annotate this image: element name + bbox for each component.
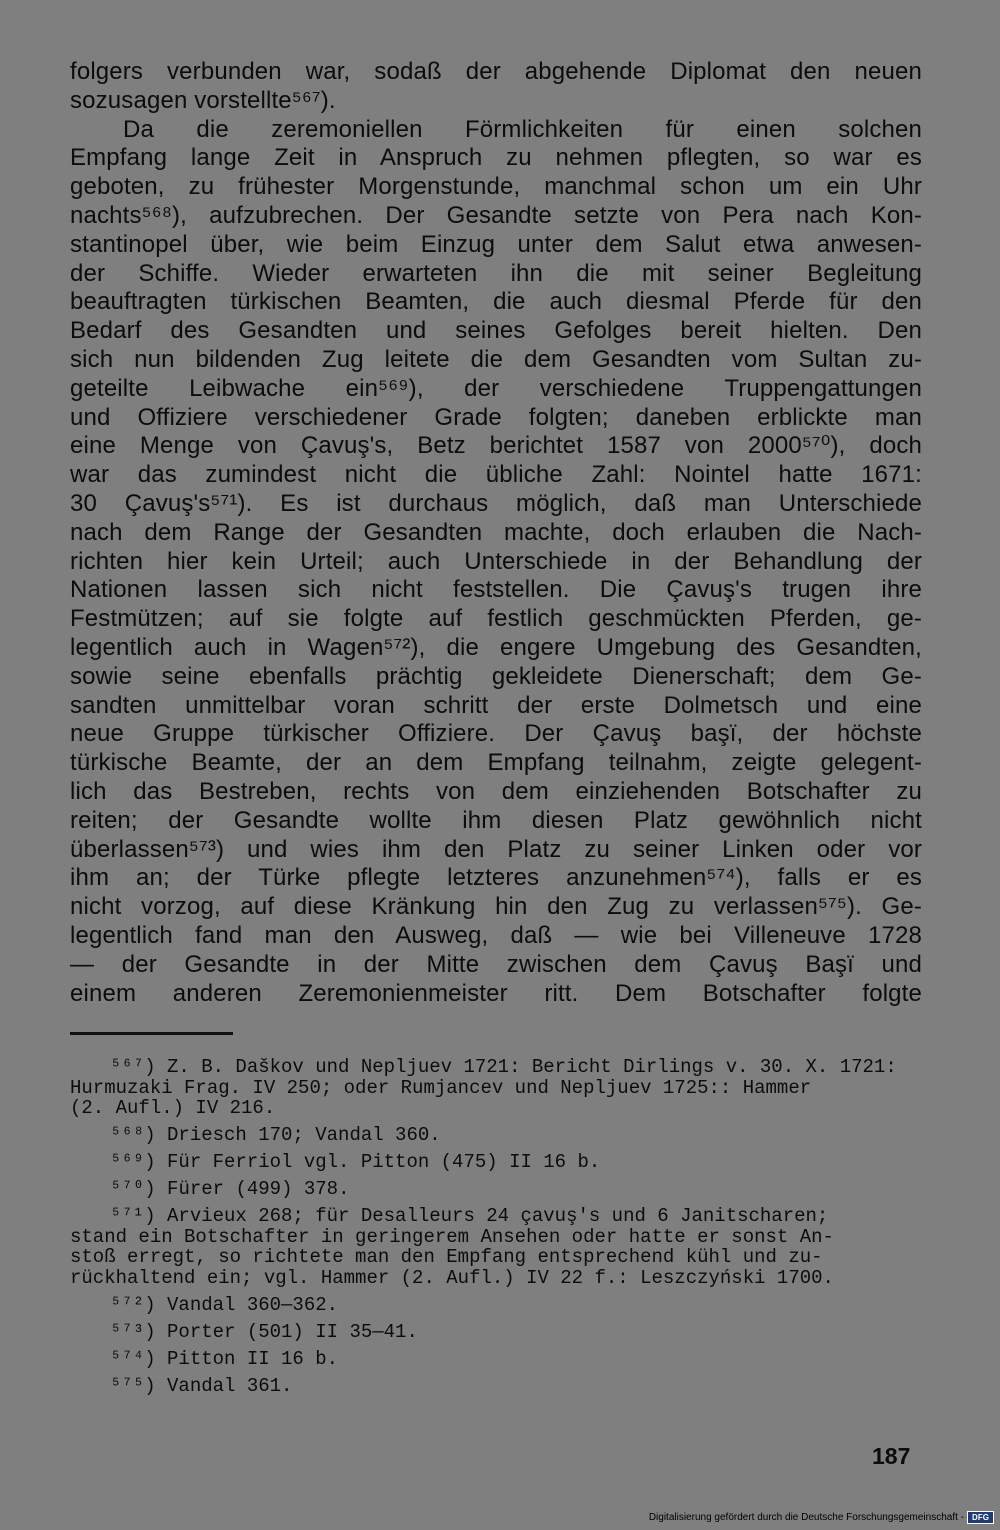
body-line: lich das Bestreben, rechts von dem einziehenden Botschafter zu xyxy=(70,777,922,805)
footnote-567 xyxy=(70,1057,922,1119)
body-line: sich nun bildenden Zug leitete die dem Gesandten vom Sultan zu- xyxy=(70,345,922,373)
footnote-line: (2. Aufl.) IV 216. xyxy=(70,1097,276,1119)
footnote-570 xyxy=(70,1179,922,1200)
body-line: eine Menge von Çavuş's, Betz berichtet 1587 von 2000⁵⁷⁰), doch xyxy=(70,432,922,460)
footnote-line: ⁵⁶⁹) Für Ferriol vgl. Pitton (475) II 16 b. xyxy=(110,1151,601,1173)
footnote-line: ⁵⁷⁵) Vandal 361. xyxy=(110,1374,293,1397)
body-line: der Schiffe. Wieder erwarteten ihn die mit seiner Begleitung xyxy=(70,259,922,287)
footnote-line: ⁵⁷²) Vandal 360—362. xyxy=(110,1293,339,1316)
body-line: stantinopel über, wie beim Einzug unter dem Salut etwa anwesen- xyxy=(70,230,922,258)
body-line: sozusagen vorstellte⁵⁶⁷). xyxy=(70,86,336,114)
body-line: Bedarf des Gesandten und seines Gefolges bereit hielten. Den xyxy=(70,317,922,345)
body-line: legentlich fand man den Ausweg, daß — wie bei Villeneuve 1728 xyxy=(70,921,922,949)
body-line: Festmützen; auf sie folgte auf festlich geschmückten Pferden, ge- xyxy=(70,605,922,633)
footnote-separator xyxy=(70,1032,233,1035)
footnote-line: ⁵⁷³) Porter (501) II 35—41. xyxy=(110,1320,418,1343)
body-line: richten hier kein Urteil; auch Unterschiede in der Behandlung der xyxy=(70,547,922,575)
footnote-line: stand ein Botschafter in geringerem Ansehen oder hatte er sonst An- xyxy=(70,1225,834,1248)
body-line: Empfang lange Zeit in Anspruch zu nehmen pflegten, so war es xyxy=(70,144,922,172)
body-line: legentlich auch in Wagen⁵⁷²), die engere Umgebung des Gesandten, xyxy=(70,633,922,661)
body-line: sandten unmittelbar voran schritt der erste Dolmetsch und eine xyxy=(70,691,922,719)
body-line: 30 Çavuş's⁵⁷¹). Es ist durchaus möglich, daß man Unterschiede xyxy=(70,489,922,517)
footnote-line: ⁵⁶⁷) Z. B. Daškov und Nepljuev 1721: Bericht Dirlings v. 30. X. 1721: xyxy=(110,1056,897,1078)
body-line: folgers verbunden war, sodaß der abgehende Diplomat den neuen xyxy=(70,58,922,85)
body-line: nach dem Range der Gesandten machte, doch erlauben die Nach- xyxy=(70,518,922,546)
body-line: — der Gesandte in der Mitte zwischen dem Çavuş Başï und xyxy=(70,950,922,978)
footnote-574 xyxy=(70,1349,922,1370)
main-text-block xyxy=(70,58,922,1008)
body-line: überlassen⁵⁷³) und wies ihm den Platz zu seiner Linken oder vor xyxy=(70,835,922,863)
body-line: reiten; der Gesandte wollte ihm diesen Platz gewöhnlich nicht xyxy=(70,806,922,834)
digitization-credit: Digitalisierung gefördert durch die Deutsche Forschungsgemeinschaft - xyxy=(648,1512,964,1523)
footnotes-block xyxy=(70,1057,922,1396)
body-line: beauftragten türkischen Beamten, die auch diesmal Pferde für den xyxy=(70,288,922,316)
footnote-line: ⁵⁶⁸) Driesch 170; Vandal 360. xyxy=(110,1124,441,1146)
body-line: und Offiziere verschiedener Grade folgten; daneben erblickte man xyxy=(70,403,922,431)
footnote-575 xyxy=(70,1376,922,1397)
body-line: einem anderen Zeremonienmeister ritt. Dem Botschafter folgte xyxy=(70,979,922,1007)
footnote-572 xyxy=(70,1295,922,1316)
body-line: geteilte Leibwache ein⁵⁶⁹), der verschiedene Truppengattungen xyxy=(70,374,922,402)
footnote-568 xyxy=(70,1125,922,1146)
body-line: ihm an; der Türke pflegte letzteres anzunehmen⁵⁷⁴), falls er es xyxy=(70,864,922,892)
body-line: geboten, zu frühester Morgenstunde, manchmal schon um ein Uhr xyxy=(70,173,922,201)
footnote-571 xyxy=(70,1206,922,1288)
body-line: war das zumindest nicht die übliche Zahl: Nointel hatte 1671: xyxy=(70,461,922,489)
body-line: nicht vorzog, auf diese Kränkung hin den Zug zu verlassen⁵⁷⁵). Ge- xyxy=(70,893,922,921)
footnote-573 xyxy=(70,1322,922,1343)
body-line: Nationen lassen sich nicht feststellen. Die Çavuş's trugen ihre xyxy=(70,576,922,604)
footnote-line: Hurmuzaki Frag. IV 250; oder Rumjancev und Nepljuev 1725:: Hammer xyxy=(70,1076,812,1099)
body-line: sowie seine ebenfalls prächtig gekleidete Dienerschaft; dem Ge- xyxy=(70,662,922,690)
body-line: Da die zeremoniellen Förmlichkeiten für einen solchen xyxy=(123,115,922,143)
dfg-logo: DFG xyxy=(967,1511,994,1524)
body-line: türkische Beamte, der an dem Empfang teilnahm, zeigte gelegent- xyxy=(70,749,922,777)
footnote-569 xyxy=(70,1152,922,1173)
body-line: nachts⁵⁶⁸), aufzubrechen. Der Gesandte setzte von Pera nach Kon- xyxy=(70,201,922,229)
footnote-line: ⁵⁷⁴) Pitton II 16 b. xyxy=(110,1347,339,1370)
page-number: 187 xyxy=(872,1443,911,1469)
footnote-line: ⁵⁷⁰) Fürer (499) 378. xyxy=(110,1178,350,1200)
footnote-line: rückhaltend ein; vgl. Hammer (2. Aufl.) IV 22 f.: Leszczyński 1700. xyxy=(70,1266,834,1289)
footnote-line: stoß erregt, so richtete man den Empfang entsprechend kühl und zu- xyxy=(70,1246,823,1268)
footnote-line: ⁵⁷¹) Arvieux 268; für Desalleurs 24 çavuş's und 6 Janitscharen; xyxy=(110,1205,829,1227)
body-line: neue Gruppe türkischer Offiziere. Der Çavuş başï, der höchste xyxy=(70,720,922,748)
